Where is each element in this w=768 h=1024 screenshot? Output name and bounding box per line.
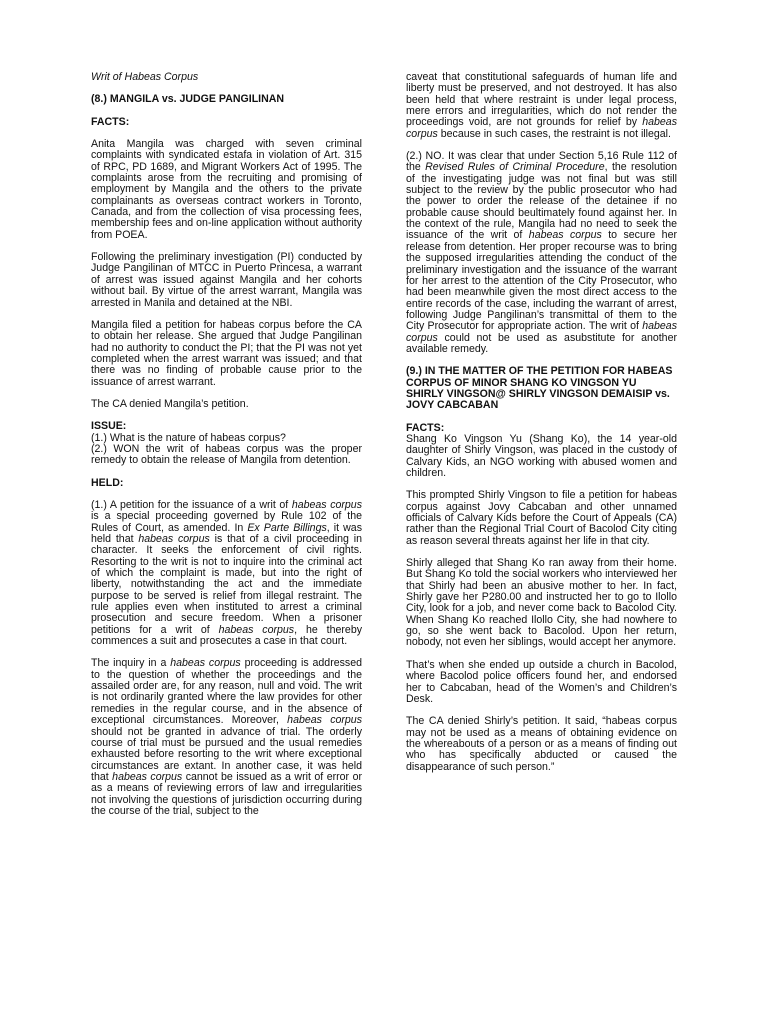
facts-paragraph: The CA denied Shirly’s petition. It said, “habeas corpus may not be used as a means of obtaining evidence on the whereabouts of a person or as a means of finding out who has specifically abducted or caused the disappearance of such person.”	[406, 715, 677, 773]
facts-paragraph: The CA denied Mangila’s petition.	[91, 397, 249, 410]
facts-paragraph: That’s when she ended up outside a church in Bacolod, where Bacolod police officers found her, and endorsed her to Cabcaban, head of the Women’s and Children’s Desk.	[406, 658, 677, 705]
left-column	[91, 72, 362, 828]
issue-item: (1.) What is the nature of habeas corpus?	[91, 431, 286, 444]
facts-paragraph: This prompted Shirly Vingson to file a petition for habeas corpus against Jovy Cabcaban and other unnamed officials of Calvary Kids before the Court of Appeals (CA) rather than the Regional Trial Court of Bacolod City citing as reason several threats against her life in that city.	[406, 489, 677, 547]
facts-paragraph: Anita Mangila was charged with seven criminal complaints with syndicated estafa in violation of Art. 315 of RPC, PD 1689, and Migrant Workers Act of 1995. The complaints arose from the recruiting and promising of employment by Mangila and the others to the private complainants as overseas contract workers in Toronto, Canada, and from the collection of visa processing fees, membership fees and on-line application without authority from POEA.	[91, 138, 362, 241]
case-heading-vingson: (9.) IN THE MATTER OF THE PETITION FOR HABEAS CORPUS OF MINOR SHANG KO VINGSON YU SHIRLY VINGSON@ SHIRLY VINGSON DEMAISIP vs. JOVY CABCABAN	[406, 365, 673, 412]
held-label: HELD:	[91, 476, 124, 489]
facts-label: FACTS:	[406, 421, 445, 434]
right-column	[406, 72, 677, 784]
held-paragraph: The inquiry in a habeas corpus proceeding is addressed to the question of whether the proceedings and the assailed order are, for any reason, null and void. The writ is not ordinarily granted where the law provides for other remedies in the regular course, and in the absence of exceptional circumstances. Moreover, habeas corpus should not be granted in advance of trial. The orderly course of trial must be pursued and the usual remedies exhausted before resorting to the writ where exceptional circumstances are extant. In another case, it was held that habeas corpus cannot be issued as a writ of error or as a means of reviewing errors of law and irregularities not involving the questions of jurisdiction occurring during the course of the trial, subject to the	[91, 657, 362, 817]
facts-paragraph: Shang Ko Vingson Yu (Shang Ko), the 14 year-old daughter of Shirly Vingson, was placed in the custody of Calvary Kids, an NGO working with abused women and children.	[406, 432, 677, 479]
held-paragraph: (2.) NO. It was clear that under Section 5,16 Rule 112 of the Revised Rules of Criminal Procedure, the resolution of the investigating judge was not final but was still subject to the review by the public prosecutor who had the power to order the release of the detainee if no probable cause should beultimately found against her. In the context of the rule, Mangila had no need to seek the issuance of the writ of habeas corpus to secure her release from detention. Her proper recourse was to bring the supposed irregularities attending the conduct of the preliminary investigation and the issuance of the warrant for her arrest to the attention of the City Prosecutor, who had been meanwhile given the most direct access to the entire records of the case, including the warrant of arrest, following Judge Pangilinan’s transmittal of them to the City Prosecutor for appropriate action. The writ of habeas corpus could not be used as asubstitute for another available remedy.	[406, 150, 677, 355]
facts-paragraph: Mangila filed a petition for habeas corpus before the CA to obtain her release. She argued that Judge Pangilinan had no authority to conduct the PI; that the PI was not yet completed when the arrest warrant was issued; and that there was no finding of probable cause prior to the issuance of arrest warrant.	[91, 318, 362, 388]
facts-paragraph: Following the preliminary investigation (PI) conducted by Judge Pangilinan of MTCC in Puerto Princesa, a warrant of arrest was issued against Mangila and her cohorts without bail. By virtue of the arrest warrant, Mangila was arrested in Manila and detained at the NBI.	[91, 251, 362, 309]
held-paragraph-continued: caveat that constitutional safeguards of human life and liberty must be preserved, and not destroyed. It has also been held that where restraint is under legal process, mere errors and irregularities, which do not render the proceedings void, are not grounds for relief by habeas corpus because in such cases, the restraint is not illegal.	[406, 71, 677, 140]
held-paragraph: (1.) A petition for the issuance of a writ of habeas corpus is a special proceeding governed by Rule 102 of the Rules of Court, as amended. In Ex Parte Billings, it was held that habeas corpus is that of a civil proceeding in character. It seeks the enforcement of civil rights. Resorting to the writ is not to inquire into the criminal act of which the complaint is made, but into the right of liberty, notwithstanding the act and the immediate purpose to be served is relief from illegal restraint. The rule applies even when instituted to arrest a criminal prosecution and secure freedom. When a prisoner petitions for a writ of habeas corpus, he thereby commences a suit and prosecutes a case in that court.	[91, 498, 363, 648]
document-title: Writ of Habeas Corpus	[91, 71, 199, 83]
issue-label: ISSUE:	[91, 420, 127, 433]
facts-paragraph: Shirly alleged that Shang Ko ran away from their home. But Shang Ko told the social workers who interviewed her that Shirly had been an abusive mother to her. In fact, Shirly gave her P280.00 and instructed her to go to Ilollo City, look for a job, and never come back to Bacolod City. When Shang Ko reached Ilollo City, she had nowhere to go, so she went back to Bacolod. Upon her return, nobody, not even her siblings, would accept her anymore.	[406, 557, 677, 649]
case-heading-mangila: (8.) MANGILA vs. JUDGE PANGILINAN	[91, 93, 285, 106]
facts-label: FACTS:	[91, 115, 130, 128]
issue-item: (2.) WON the writ of habeas corpus was the proper remedy to obtain the release of Mangila from detention.	[91, 442, 362, 467]
